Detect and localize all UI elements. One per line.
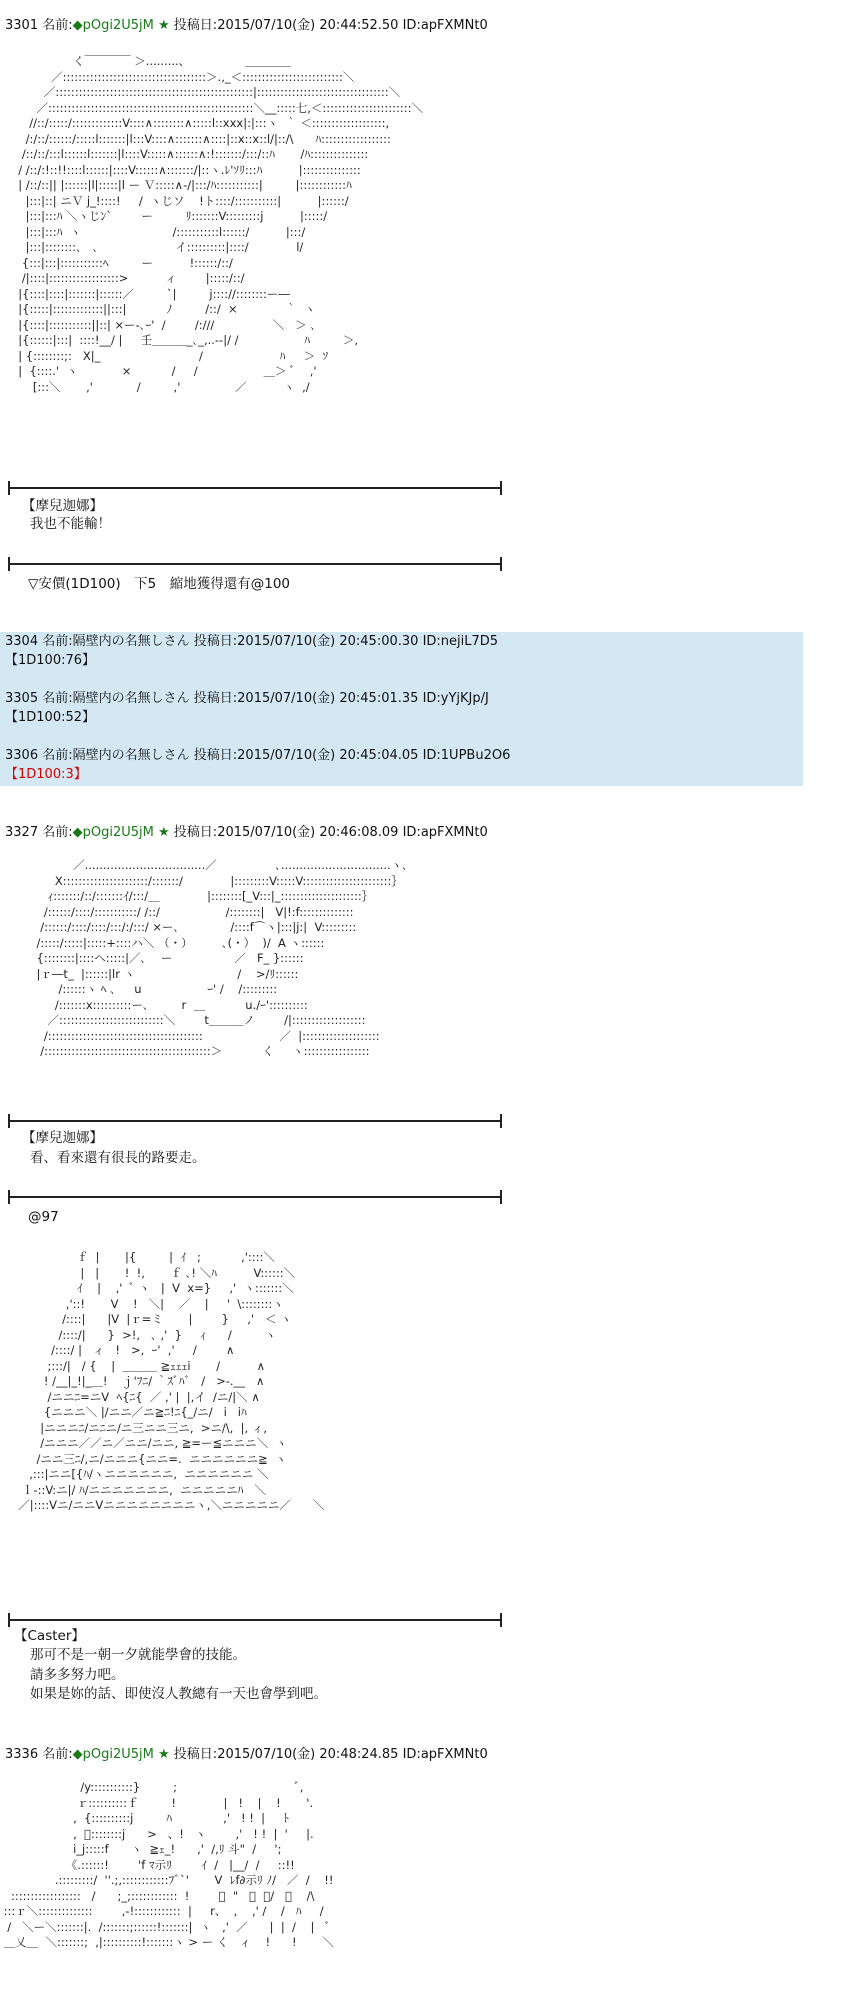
speaker-label: 【摩兒迦娜】 — [22, 1130, 103, 1146]
post-id: ID:yYjKJp/J — [422, 691, 489, 706]
reply-header — [5, 748, 510, 764]
date-label: 投稿日: — [193, 748, 238, 763]
ascii-art-2: ／.................................／ ､..............................ヽ､ X::::::::::::::::::::::/:::::::/ |:::::::::V:::::V:::::::::::::::::::::::｝ ｨ:::::::/::/:::::::ｲ/:::/＿ |::::::::[_V:::|_:::::::::::::::::::::｝ /::::::/::::/:::::::::::/ /::/ /::::::::| V|!:f:::::::::::::: /::::::/::::/::::/:::/:/:::/ ×ー､ /::::f⌒ヽ|:::|j:| V::::::::: /:::::/:::::|:::::+::::ハ＼ （・） ､(・） )/ A ヽ:::::: {::::::::|::::ヘ:::::|／､ ー ／ F_ }:::::: |ｒ―t_ |::::::|lr ヽ / >/ﾘ:::::: /::::::ヽ ﾍ ､ u ｰ' / /::::::::: /:::::::x::::::::::ー､ r ＿ u./ｰ':::::::::: ／:::::::::::::::::::::::::::＼ t＿＿＿ノ /|::::::::::::::::::: /:::::::::::::::::::::::::::::::::::::::: ／ |:::::::::::::::::::: /:::::::::::::::::::::::::::::::::::::::::::＞ く ヽ::::::::::::::::: — [36, 858, 408, 1058]
post-header — [5, 18, 488, 34]
name-label: 名前: — [42, 1747, 73, 1762]
post-id: ID:1UPBu2O6 — [422, 748, 511, 763]
star-icon: ★ — [158, 825, 170, 840]
star-icon: ★ — [158, 1747, 170, 1762]
post-number: 3327 — [5, 825, 39, 840]
speaker-label: 【Caster】 — [14, 1628, 85, 1644]
ascii-art-1: く￣￣￣￣ ＞.........、 ＿＿＿＿ ／:::::::::::::::::::::::::::::::::::::＞.,_＜::::::::::::::::::::::::::＼ ／:::::::::::::::::::::::::::::::::::::::::::::::::::|::::::::::::::::::::::::::::::::::＼ ／:::::::::::::::::::::::::::::::::::::::::::::::::::::＼__:::::七,＜:::::::::::::::::::::::＼ //::/:::::/:::::::::::::V::::∧::::::::∧:::::l::xxx|:|:::ヽ ｀ ＜:::::::::::::::::::, /:/::/::::::/:::::l:::::::|l:::V::::∧:::::::∧::::|::x::x::l/|::/\ ﾊ:::::::::::::::::: /::/::/:::l::::::l:::::::|l::::V:::::∧::::::∧:!:::::::/:::/::ﾊ /ﾊ::::::::::::::: / /::/:!::!!::::l::::::|::::V::::::∧:::::::/|::ヽ.ﾚ'ｿﾘ:::ﾊ |::::::::::::::: | /::/::|| |::::::|l|:::::|l ー Ｖ:::::∧-/|:::/ﾊ:::::::::::| |::::::::::::ﾊ |:::|::| ニＶ j_!::::! / ヽじソ !ト::::/:::::::::::| |::::::/ |:::|:::ﾊ ＼ヽじﾝ` ー ﾘ:::::::V:::::::::j |:::::/ |:::|:::ﾊ ヽ /:::::::::::l::::::/ |:::/ |:::|::::::::､ ､ イ::::::::::|::::/ l/ {:::|:::|:::::::::::ﾍ ー !::::::/::/ /|::::|::::::::::::::::::> ィ |:::::/::/ |{::::|::::|:::::::|::::::／ `| j:::://::::::::ー― |{:::::|:::::::::::::||:::| ﾉ /::/ × ｀ ヽ |{::::|:::::::::::||::| ×ー-､ｰ' / /:/// ＼ ＞ ､ |{::::::|:::| ::::!__/ | 壬＿＿＿_､_,..-‐|/ / ﾊ ＞, | {::::::::;: X|_ / ﾊ ＞ ｿ | {::::.' ヽ × / / ＿＞ ﾞ ,' [:::＼ ,' / ,' ／ ヽ ,/ — [18, 54, 424, 394]
post-number: 3336 — [5, 1747, 39, 1762]
date-label: 投稿日: — [173, 1747, 218, 1762]
post-id: ID:apFXMNt0 — [402, 825, 488, 840]
dice-roll: 【1D100:76】 — [5, 653, 96, 668]
dice-instruction: ▽安價(1D100) 下5 縮地獲得還有@100 — [28, 576, 291, 592]
post-id: ID:apFXMNt0 — [402, 1747, 488, 1762]
post-date: 2015/07/10(金) 20:45:00.30 — [237, 634, 419, 649]
name-label: 名前: — [42, 18, 73, 33]
speaker-label: 【摩兒迦娜】 — [22, 498, 103, 514]
post-date: 2015/07/10(金) 20:44:52.50 — [217, 18, 399, 33]
divider — [8, 487, 502, 489]
post-date: 2015/07/10(金) 20:46:08.09 — [217, 825, 399, 840]
post-id: ID:nejiL7D5 — [422, 634, 499, 649]
date-label: 投稿日: — [173, 18, 218, 33]
divider — [8, 1619, 502, 1621]
dice-roll-highlight: 【1D100:3】 — [5, 767, 87, 782]
divider — [8, 1120, 502, 1122]
poster-name: 名前:隔壁内の名無しさん — [42, 634, 190, 649]
post-number: 3306 — [5, 748, 39, 763]
name-label: 名前: — [42, 825, 73, 840]
dialogue-line: 我也不能輸！ — [30, 516, 111, 532]
trip-code: ◆pOgi2U5jM — [72, 825, 154, 840]
ascii-art-4: /y:::::::::::} ; ﾞ, ｒ::::::::::ｆ ! | ! | ! '. , {::::::::::j ﾊ ,' ! ! | ﾄ , ﾞ::::::::j > 、! ヽ ,' ! ! | ' |. i_j:::::f ヽ ≧ｪ_! ,' /,ﾘ 斗" / '; 《.::::::! 'f ﾏ示ﾘ ｲ / |__/ / ::!! .:::::::::/ ''.;,::::::::::::ﾌﾞ`' V ﾚf∂示ﾘ ﾉ/ ／ / !! :::::::::::::::::: / ;_;:::::::::::: ! ﾞ " ﾞ ﾞ/ ／ /\ :::ｒ＼:::::::::::::: ,-!:::::::::::: | r、 , ,' / / ﾊ / / ＼ー＼:::::::|. /:::::::;::::::!:::::::| ヽ ,' ／ | | / | ﾞ ＿乂＿ ＼:::::::; ,|::::::::::!:::::::ヽ > ー く ィ ! ! ＼ — [3, 1780, 334, 1949]
post-date: 2015/07/10(金) 20:45:01.35 — [237, 691, 419, 706]
date-label: 投稿日: — [193, 691, 238, 706]
dialogue-line: 那可不是一朝一夕就能學會的技能。 — [30, 1647, 246, 1663]
post-date: 2015/07/10(金) 20:48:24.85 — [217, 1747, 399, 1762]
dialogue-line: 如果是妳的話、即使沒人教總有一天也會學到吧。 — [30, 1686, 327, 1702]
post-header — [5, 825, 488, 841]
post-number: 3305 — [5, 691, 39, 706]
ascii-art-3: ｆ | |{ | ｲ ; ,'::::＼ | | ! !, ｆ ､! ＼ﾊ V::::::＼ ｲ | ,' ﾞ ヽ | V x=} ,' ヽ:::::::＼ ,'::! V ! ＼| ／ | ' \::::::::ヽ /::::| |V |ｒ=ミ | } ,' ＜ ヽ /::::/| } >!, ､ ,' } ｨ / ヽ /::::/ | ィ ! >, ｰ' ,' / ∧ ;:::/| / { | ＿＿＿ ≧ｪｪｪi / ∧ ! /__|_!|_＿! ｊ'ﾌﾆ/ ｀ｽﾞﾊﾞ / >-.__ ∧ /ニニﾆ=ニV ﾍ{ﾆ{ ／ ,' | |,イ /ニ/|＼ ∧ {ニニニ＼ |/ニニ／ニ≧ﾆ!ﾆ{_/ニ/ i iﾊ |ニニニﾆ/ニﾆニ/ニ三ニニ三ニ, >ニ/\, |, ィ, /ニニニ／／ニ／ニニ/ニニ, ≧=ー≦ニニニ＼ ヽ /ニニ三ﾆ/,ニ/ニニニ{ニニ=. ニニニニニニ≧ ヽ ,:::|ニニ[{ﾊ/ヽニニニニニニ, ニニニニニニ ＼ ｌ-::V:ニ|/ ﾊ/ニニニニニニニ, ニニニニニﾊ ＼ ／|::::Vニ/ニニVニニニニニニニニヽ,＼ニニニニニ／ ＼ — [18, 1250, 325, 1512]
trip-code: ◆pOgi2U5jM — [72, 1747, 154, 1762]
post-id: ID:apFXMNt0 — [402, 18, 488, 33]
post-date: 2015/07/10(金) 20:45:04.05 — [237, 748, 419, 763]
divider — [8, 1196, 502, 1198]
post-number: 3304 — [5, 634, 39, 649]
post-number: 3301 — [5, 18, 39, 33]
dice-roll: 【1D100:52】 — [5, 710, 96, 725]
dice-result: @97 — [28, 1209, 59, 1225]
trip-code: ◆pOgi2U5jM — [72, 18, 154, 33]
reply-header — [5, 634, 498, 650]
post-header — [5, 1747, 488, 1763]
poster-name: 名前:隔壁内の名無しさん — [42, 691, 190, 706]
poster-name: 名前:隔壁内の名無しさん — [42, 748, 190, 763]
date-label: 投稿日: — [193, 634, 238, 649]
star-icon: ★ — [158, 18, 170, 33]
date-label: 投稿日: — [173, 825, 218, 840]
reply-header — [5, 691, 489, 707]
divider — [8, 563, 502, 565]
dialogue-line: 請多多努力吧。 — [30, 1667, 125, 1683]
dialogue-line: 看、看來還有很長的路要走。 — [30, 1150, 206, 1166]
